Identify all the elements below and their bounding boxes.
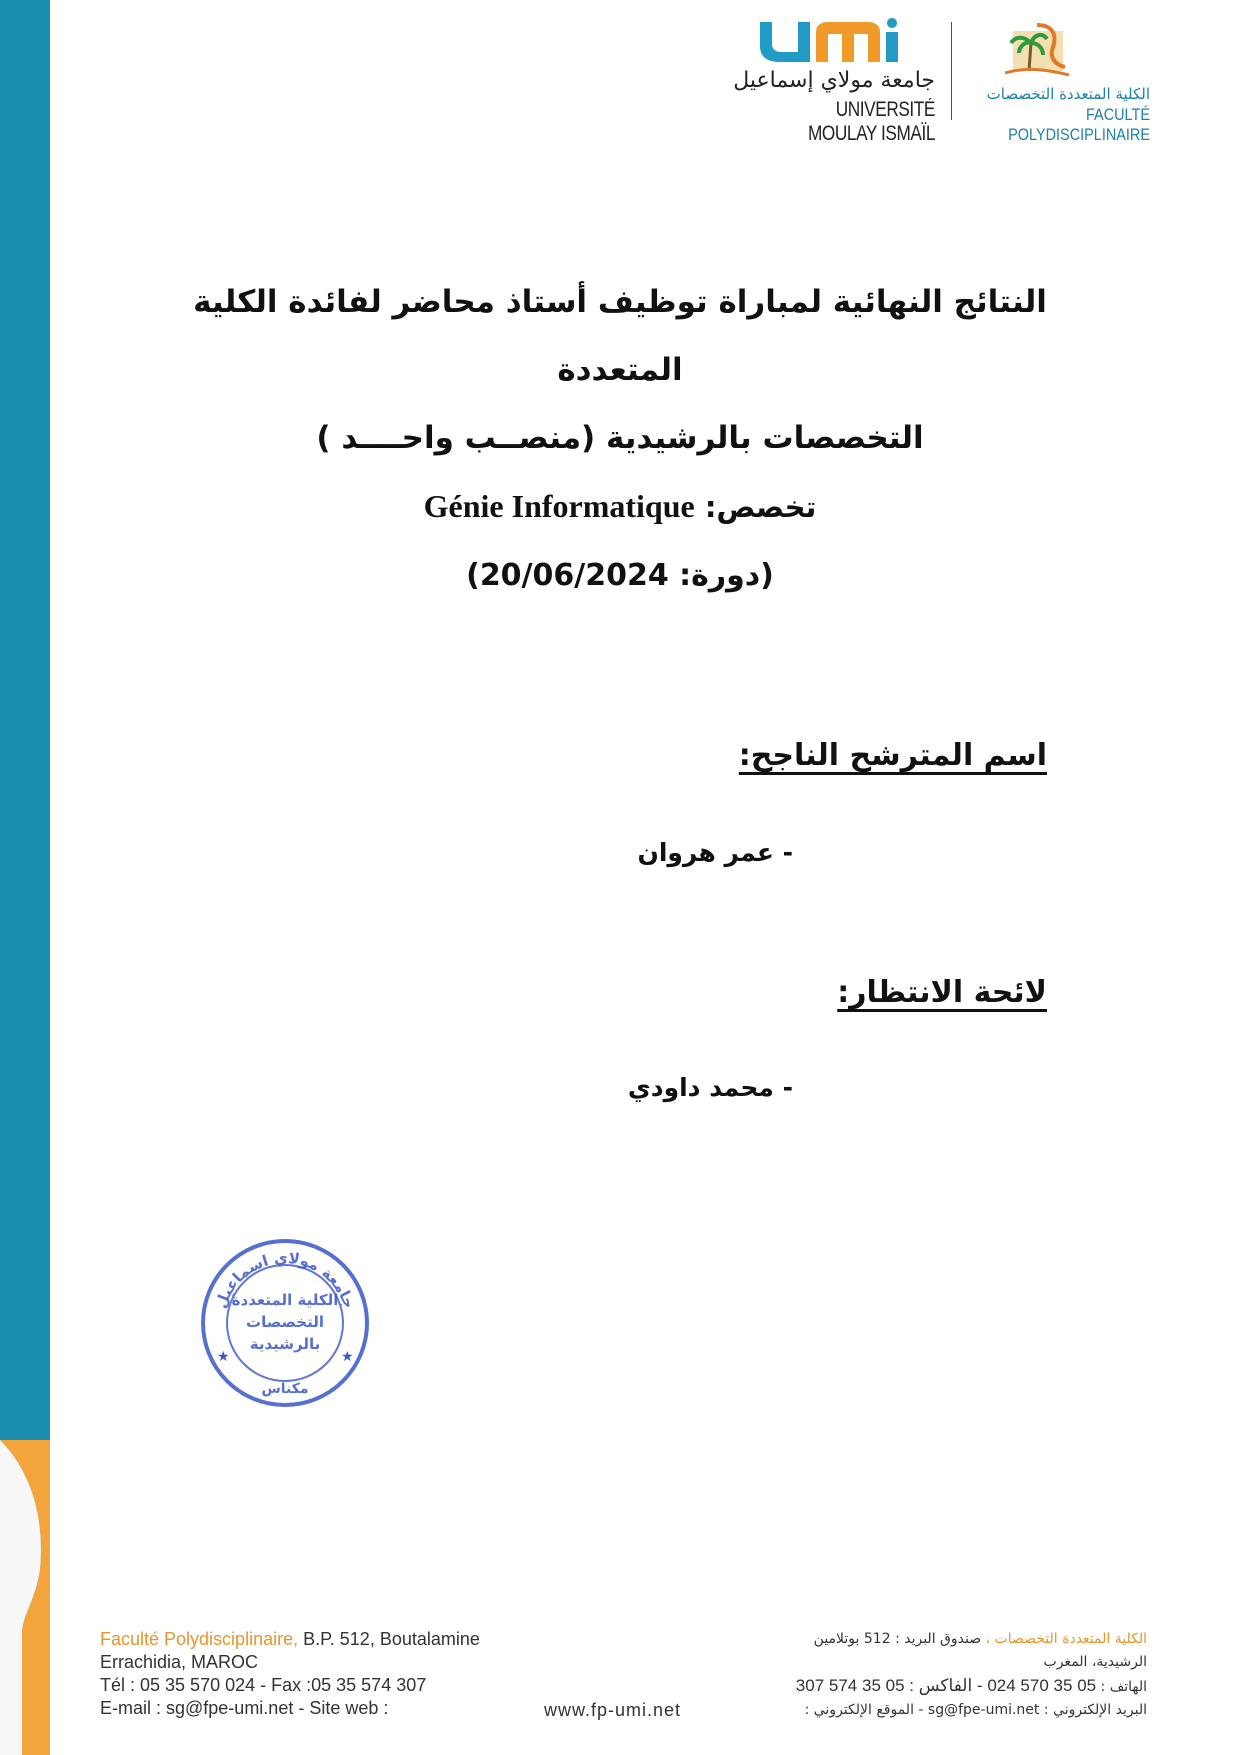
footer-org-ar: الكلية المتعددة التخصصات ، xyxy=(985,1631,1147,1647)
successful-candidate-heading: اسم المترشح الناجح: xyxy=(738,738,1047,773)
footer-org-fr: Faculté Polydisciplinaire, xyxy=(100,1629,299,1649)
svg-text:التخصصات: التخصصات xyxy=(246,1313,324,1331)
arch-decoration xyxy=(0,1440,50,1755)
faculty-french-name: FACULTÉ POLYDISCIPLINAIRE xyxy=(1008,105,1150,144)
umi-french-name: UNIVERSITÉ MOULAY ISMAÏL xyxy=(807,98,935,145)
footer-address-ar-2: الرشيدية، المغرب xyxy=(1043,1654,1147,1670)
footer-arabic-address xyxy=(787,1628,1147,1722)
title-line-2: التخصصات بالرشيدية (منصــب واحــــد ) xyxy=(316,420,924,456)
official-stamp xyxy=(195,1233,375,1413)
specialty-value: Génie Informatique xyxy=(423,488,695,524)
waiting-list-name: - محمد داودي xyxy=(627,1073,793,1102)
umi-arabic-name: جامعة مولاي إسماعيل xyxy=(733,68,935,93)
svg-text:جامعة مولاي اسماعيل: جامعة مولاي اسماعيل xyxy=(211,1248,359,1311)
footer-email-ar: البريد الإلكتروني : sg@fpe-umi.net - الموقع الإلكتروني : xyxy=(804,1702,1147,1718)
title-line-1: النتائج النهائية لمباراة توظيف أستاذ محاضر لفائدة الكلية المتعددة xyxy=(193,284,1047,388)
successful-candidate-name: - عمر هروان xyxy=(637,838,793,867)
waiting-list-heading: لائحة الانتظار: xyxy=(837,975,1047,1010)
umi-logo xyxy=(730,18,935,145)
svg-text:الكلية المتعددة: الكلية المتعددة xyxy=(231,1291,339,1309)
footer-address-fr-1: B.P. 512, Boutalamine xyxy=(298,1629,480,1649)
footer-french-address xyxy=(100,1628,480,1720)
svg-text:مكناس: مكناس xyxy=(261,1381,309,1397)
logo-divider xyxy=(951,22,952,120)
svg-text:★: ★ xyxy=(341,1349,354,1365)
session-date: (دورة: 20/06/2024) xyxy=(466,558,774,593)
svg-text:★: ★ xyxy=(217,1349,230,1365)
specialty-line xyxy=(150,488,1090,525)
footer-address-ar-1: صندوق البريد : 512 بوتلامين xyxy=(813,1631,986,1647)
umi-logo-mark xyxy=(758,18,908,64)
footer-phone-ar: 05 35 570 024 - الفاكس : 05 35 574 307 xyxy=(795,1676,1097,1695)
footer-website: www.fp-umi.net xyxy=(544,1700,682,1720)
svg-text:بالرشيدية: بالرشيدية xyxy=(249,1335,321,1353)
footer-phone-fr: Tél : 05 35 570 024 - Fax :05 35 574 307 xyxy=(100,1675,427,1695)
footer-address-fr-2: Errachidia, MAROC xyxy=(100,1652,259,1672)
specialty-label: تخصص: xyxy=(704,490,817,524)
footer-phone-label-ar: الهاتف : xyxy=(1096,1679,1147,1695)
page-title xyxy=(150,268,1090,472)
palm-tree-icon xyxy=(995,21,1075,83)
faculty-arabic-name: الكلية المتعددة التخصصات xyxy=(986,85,1150,103)
footer-email-fr: E-mail : sg@fpe-umi.net - Site web : xyxy=(100,1698,389,1718)
faculty-logo xyxy=(975,15,1165,144)
